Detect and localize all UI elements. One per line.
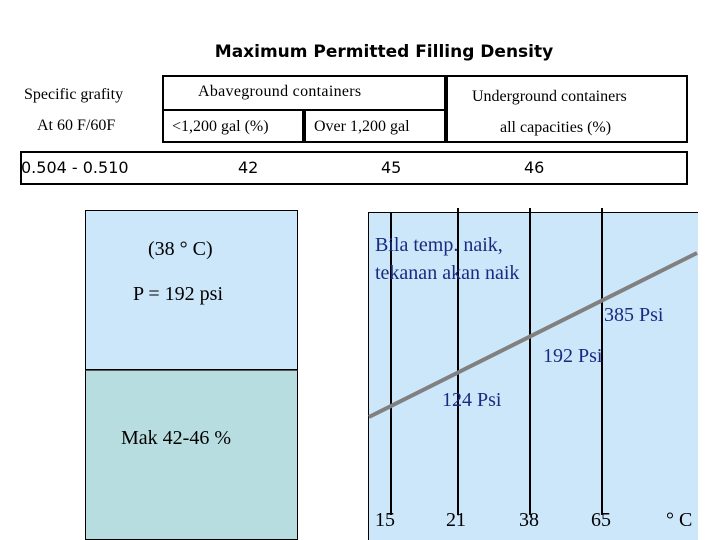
page-title: Maximum Permitted Filling Density	[214, 42, 554, 62]
value-large-aboveground: 45	[381, 158, 402, 177]
note-line-2: tekanan akan naik	[375, 262, 520, 284]
pressure-low-label: 124 Psi	[442, 389, 502, 411]
value-underground: 46	[524, 158, 545, 177]
x-tick-15: 15	[375, 509, 395, 531]
max-fill-label: Mak 42-46 %	[121, 427, 231, 449]
pressure-high-label: 385 Psi	[604, 304, 664, 326]
temperature-label: (38 ° C)	[148, 238, 213, 260]
x-axis-unit: ° C	[666, 509, 693, 531]
x-tick-65: 65	[591, 509, 611, 531]
x-tick-38: 38	[519, 509, 539, 531]
note-line-1: Bila temp. naik,	[375, 234, 503, 256]
pressure-label: P = 192 psi	[133, 283, 223, 305]
x-tick-21: 21	[446, 509, 466, 531]
aboveground-large-label: Over 1,200 gal	[314, 118, 410, 135]
aboveground-title: Abaveground containers	[198, 83, 362, 100]
underground-title: Underground containers	[472, 88, 627, 105]
value-specific-gravity: 0.504 - 0.510	[21, 158, 129, 177]
underground-subtitle: all capacities (%)	[500, 119, 612, 136]
aboveground-small-label: <1,200 gal (%)	[172, 118, 269, 135]
pressure-mid-label: 192 Psi	[543, 345, 603, 367]
header-sg-condition: At 60 F/60F	[37, 117, 116, 134]
header-sg-label: Specific grafity	[24, 86, 124, 103]
value-small-aboveground: 42	[238, 158, 259, 177]
